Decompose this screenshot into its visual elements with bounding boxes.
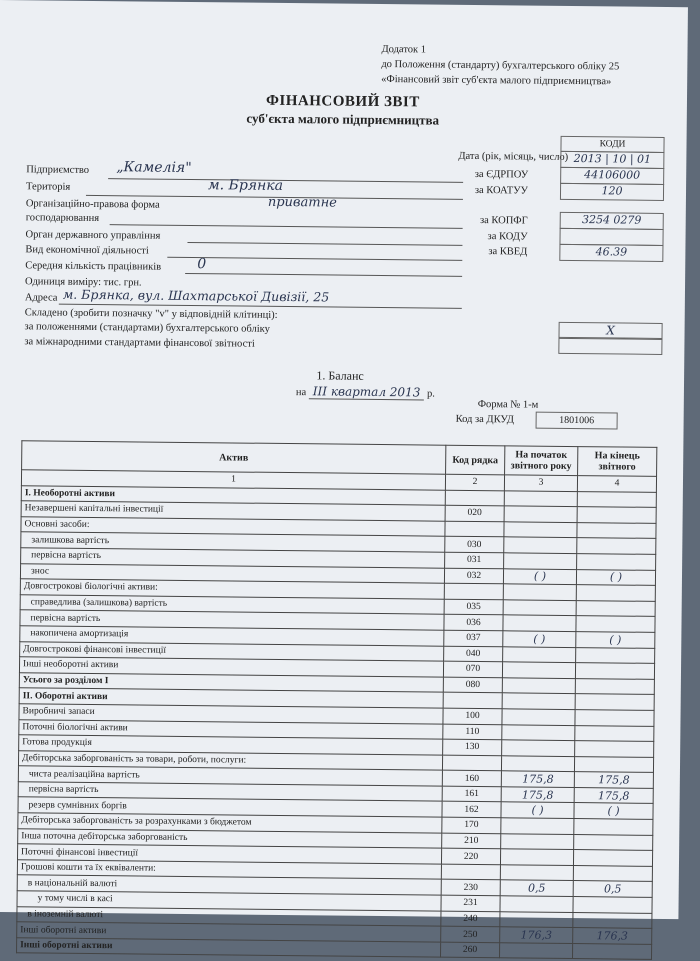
- row-start-value[interactable]: [504, 490, 577, 506]
- row-end-value[interactable]: ( ): [574, 803, 653, 819]
- row-label: у тому числі в касі: [17, 891, 441, 911]
- koatuu-field[interactable]: 120: [560, 183, 664, 201]
- row-start-value[interactable]: 176,3: [500, 927, 573, 943]
- row-end-value[interactable]: [576, 647, 655, 663]
- annex-line-1: Додаток 1: [381, 43, 427, 56]
- row-end-value[interactable]: 175,8: [574, 787, 653, 803]
- col-number: 3: [504, 475, 577, 491]
- row-label: в іноземній валюті: [17, 906, 441, 926]
- form-number: Форма № 1-м: [477, 399, 539, 411]
- row-start-value[interactable]: ( ): [501, 802, 574, 818]
- kodu-label: за КОДУ: [487, 231, 528, 243]
- legal-form-label: Організаційно-правова форма: [25, 198, 160, 211]
- row-start-value[interactable]: [500, 849, 573, 865]
- row-start-value[interactable]: [503, 646, 576, 662]
- row-start-value[interactable]: [502, 662, 575, 678]
- legal-form-value[interactable]: приватне: [267, 194, 337, 211]
- row-label: в національній валюті: [17, 875, 441, 895]
- row-end-value[interactable]: [576, 600, 655, 616]
- row-end-value[interactable]: [574, 756, 653, 772]
- row-start-value[interactable]: [504, 506, 577, 522]
- row-start-value[interactable]: [502, 678, 575, 694]
- report-subtitle: суб'єкта малого підприємництва: [246, 110, 440, 128]
- composed-note: Складено (зробити позначку "v" у відповідній клітинці):: [24, 307, 278, 321]
- row-start-value[interactable]: 175,8: [501, 787, 574, 803]
- row-start-value[interactable]: [502, 724, 575, 740]
- col-number: 4: [577, 476, 656, 492]
- row-end-value[interactable]: [575, 725, 654, 741]
- row-end-value[interactable]: [573, 897, 652, 913]
- row-start-value[interactable]: [501, 755, 574, 771]
- row-label: Усього за розділом І: [19, 672, 443, 692]
- row-code: 110: [443, 724, 502, 740]
- row-label: Готова продукція: [19, 735, 443, 755]
- row-start-value[interactable]: [500, 865, 573, 881]
- row-start-value[interactable]: [503, 600, 576, 616]
- row-code: 100: [443, 708, 502, 724]
- row-label: Незавершені капітальні інвестиції: [21, 501, 445, 521]
- row-start-value[interactable]: [501, 818, 574, 834]
- row-code: 070: [443, 661, 502, 677]
- territory-value[interactable]: м. Брянка: [207, 177, 284, 194]
- col-number: 2: [445, 474, 504, 490]
- row-label: первісна вартість: [21, 548, 445, 568]
- balance-title: 1. Баланс: [316, 368, 364, 383]
- activity-label: Вид економічної діяльності: [25, 244, 149, 257]
- row-code: [445, 521, 504, 537]
- annex-note: [381, 42, 619, 89]
- row-start-value[interactable]: [504, 522, 577, 538]
- row-code: 240: [441, 911, 500, 927]
- kopfg-label: за КОПФГ: [479, 215, 528, 227]
- koatuu-label: за КОАТУУ: [474, 184, 529, 197]
- row-start-value[interactable]: [500, 896, 573, 912]
- enterprise-value[interactable]: „Камелія": [116, 159, 192, 177]
- row-label: Поточні фінансові інвестиції: [17, 844, 441, 864]
- dkud-label: Код за ДКУД: [455, 413, 515, 426]
- row-start-value[interactable]: [503, 615, 576, 631]
- row-code: 040: [444, 646, 503, 662]
- row-start-value[interactable]: ( ): [503, 568, 576, 584]
- address-value[interactable]: м. Брянка, вул. Шахтарської Дивізії, 25: [62, 286, 330, 305]
- row-code: 030: [445, 537, 504, 553]
- annex-line-2: до Положення (стандарту) бухгалтерського обліку 25: [381, 58, 620, 73]
- row-code: 230: [441, 880, 500, 896]
- row-code: 130: [443, 739, 502, 755]
- row-end-value[interactable]: [575, 741, 654, 757]
- row-end-value[interactable]: [577, 491, 656, 507]
- row-end-value[interactable]: [577, 554, 656, 570]
- row-code: 220: [441, 848, 500, 864]
- territory-label: Територія: [25, 181, 71, 193]
- row-code: 260: [440, 942, 499, 958]
- row-label: первісна вартість: [18, 782, 442, 802]
- standards-intl-label: за міжнародними стандартами фінансової звітності: [24, 336, 255, 350]
- row-code: 160: [442, 770, 501, 786]
- report-title: ФІНАНСОВИЙ ЗВІТ: [266, 92, 420, 111]
- row-code: 162: [442, 802, 501, 818]
- row-code: 161: [442, 786, 501, 802]
- row-label: чиста реалізаційна вартість: [18, 766, 442, 786]
- row-code: [441, 864, 500, 880]
- edrpou-label: за ЄДРПОУ: [474, 168, 529, 181]
- row-label: Довгострокові біологічні активи:: [20, 579, 444, 599]
- row-code: [445, 490, 504, 506]
- annex-line-3: «Фінансовий звіт суб'єкта малого підприємництва»: [381, 73, 612, 88]
- row-code: 035: [444, 599, 503, 615]
- row-label: накопичена амортизація: [20, 626, 444, 646]
- row-end-value[interactable]: [577, 522, 656, 538]
- row-end-value[interactable]: ( ): [576, 632, 655, 648]
- row-code: 250: [441, 926, 500, 942]
- row-end-value[interactable]: [576, 616, 655, 632]
- row-start-value[interactable]: [502, 693, 575, 709]
- row-end-value[interactable]: [577, 538, 656, 554]
- kved-label: за КВЕД: [488, 246, 528, 258]
- row-start-value[interactable]: 175,8: [501, 771, 574, 787]
- col-number: 1: [21, 470, 445, 490]
- kopfg-field[interactable]: 3254 0279: [560, 212, 664, 230]
- row-code: 037: [444, 630, 503, 646]
- row-code: 032: [444, 568, 503, 584]
- row-end-value[interactable]: 176,3: [573, 928, 652, 944]
- row-label: Дебіторська заборгованість за розрахунками з бюджетом: [18, 813, 442, 833]
- balance-suffix: р.: [426, 388, 435, 400]
- row-end-value[interactable]: [575, 709, 654, 725]
- row-end-value[interactable]: 0,5: [573, 881, 652, 897]
- row-end-value[interactable]: [577, 507, 656, 523]
- row-label: знос: [20, 563, 444, 583]
- col-header-start: На початок звітного року: [505, 446, 578, 476]
- row-code: 020: [445, 505, 504, 521]
- balance-on-label: на: [295, 387, 307, 399]
- row-label: Інші оборотні активи: [17, 938, 441, 958]
- row-start-value[interactable]: 0,5: [500, 880, 573, 896]
- row-label: I. Необоротні активи: [21, 485, 445, 505]
- row-code: 031: [445, 552, 504, 568]
- col-header-end: На кінець звітного: [578, 447, 657, 477]
- gov-body-label: Орган державного управління: [25, 229, 161, 242]
- row-end-value[interactable]: [573, 850, 652, 866]
- row-code: [442, 755, 501, 771]
- row-code: 210: [442, 833, 501, 849]
- row-label: II. Оборотні активи: [19, 688, 443, 708]
- row-code: 080: [443, 677, 502, 693]
- kved-field[interactable]: 46.39: [559, 244, 663, 262]
- row-end-value[interactable]: [575, 678, 654, 694]
- balance-table: [16, 440, 657, 960]
- row-end-value[interactable]: 175,8: [574, 772, 653, 788]
- row-label: резерв сумнівних боргів: [18, 797, 442, 817]
- balance-date-row: [296, 384, 435, 399]
- row-end-value[interactable]: [574, 819, 653, 835]
- row-end-value[interactable]: ( ): [576, 569, 655, 585]
- row-label: залишкова вартість: [21, 532, 445, 552]
- unit-label: Одиниця виміру: тис. грн.: [24, 276, 142, 289]
- legal-form-label-2: господарювання: [25, 212, 100, 225]
- row-code: 170: [442, 817, 501, 833]
- balance-date[interactable]: III квартал 2013: [309, 384, 425, 400]
- row-start-value[interactable]: [501, 833, 574, 849]
- row-label: первісна вартість: [20, 610, 444, 630]
- edrpou-field[interactable]: 44106000: [560, 167, 664, 185]
- row-end-value[interactable]: [572, 943, 651, 959]
- date-label: Дата (рік, місяць, число): [458, 150, 569, 163]
- col-header-code: Код рядка: [446, 445, 505, 475]
- row-start-value[interactable]: [503, 584, 576, 600]
- standards-ukr-checkbox[interactable]: X: [558, 322, 662, 340]
- row-start-value[interactable]: [504, 537, 577, 553]
- row-code: 036: [444, 615, 503, 631]
- enterprise-label: Підприємство: [26, 164, 90, 176]
- row-code: [444, 583, 503, 599]
- standards-ukr-label: за положеннями (стандартами) бухгалтерського обліку: [24, 321, 270, 335]
- standards-intl-checkbox[interactable]: [558, 337, 662, 355]
- row-code: 231: [441, 895, 500, 911]
- row-code: [443, 692, 502, 708]
- row-start-value[interactable]: [504, 553, 577, 569]
- row-end-value[interactable]: [575, 694, 654, 710]
- row-end-value[interactable]: [575, 663, 654, 679]
- row-end-value[interactable]: [576, 585, 655, 601]
- row-start-value[interactable]: [502, 709, 575, 725]
- row-label: Основні засоби:: [21, 517, 445, 537]
- row-end-value[interactable]: [573, 912, 652, 928]
- employees-value[interactable]: 0: [197, 256, 207, 273]
- date-field[interactable]: 2013 | 10 | 01: [560, 151, 664, 169]
- col-header-asset: Актив: [22, 441, 446, 474]
- row-start-value[interactable]: [500, 911, 573, 927]
- row-label: Дебіторська заборгованість за товари, роботи, послуги:: [18, 750, 442, 770]
- employees-label: Середня кількість працівників: [25, 260, 162, 273]
- row-end-value[interactable]: [574, 834, 653, 850]
- row-label: Поточні біологічні активи: [19, 719, 443, 739]
- row-start-value[interactable]: ( ): [503, 631, 576, 647]
- row-start-value[interactable]: [502, 740, 575, 756]
- row-end-value[interactable]: [573, 865, 652, 881]
- row-label: Грошові кошти та їх еквіваленти:: [17, 860, 441, 880]
- row-label: Довгострокові фінансові інвестиції: [20, 641, 444, 661]
- row-start-value[interactable]: [499, 943, 572, 959]
- address-label: Адреса: [24, 292, 58, 304]
- row-label: справедлива (залишкова) вартість: [20, 594, 444, 614]
- row-label: Інша поточна дебіторська заборгованість: [18, 828, 442, 848]
- row-label: Інші необоротні активи: [19, 657, 443, 677]
- row-label: Інші оборотні активи: [17, 922, 441, 942]
- codes-header: КОДИ: [560, 136, 664, 153]
- row-label: Виробничі запаси: [19, 704, 443, 724]
- dkud-field: 1801006: [536, 412, 618, 430]
